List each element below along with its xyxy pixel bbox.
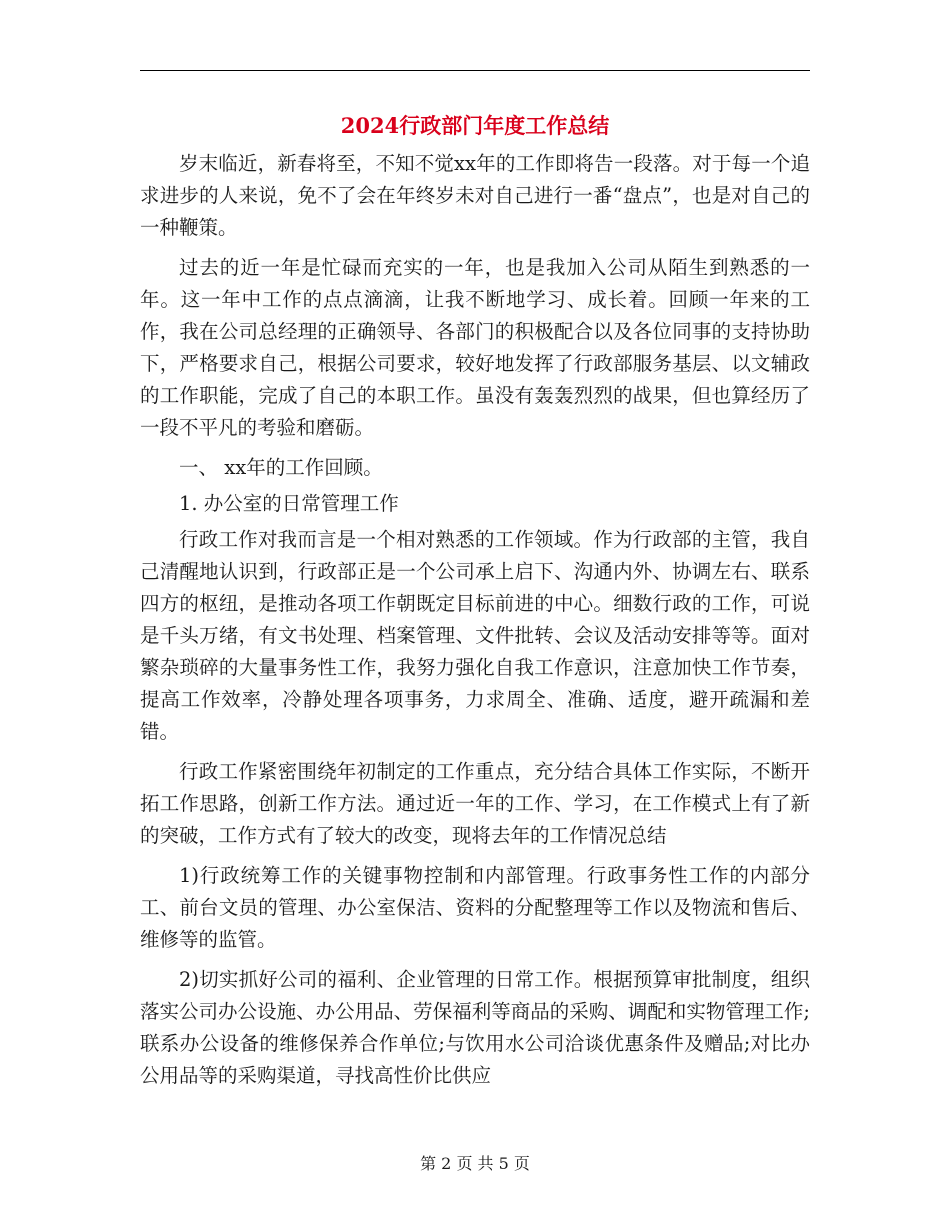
- page-number-footer: 第 2 页 共 5 页: [420, 1154, 530, 1173]
- subsection-heading-office: 1. 办公室的日常管理工作: [179, 492, 399, 515]
- section-heading-review: 一、 xx年的工作回顾。: [179, 456, 383, 479]
- document-title: 2024行政部门年度工作总结: [340, 113, 610, 138]
- paragraph-work-focus: 行政工作紧密围绕年初制定的工作重点，充分结合具体工作实际，不断开拓工作思路，创新工作方法。通过近一年的工作、学习，在工作模式上有了新的突破，工作方式有了较大的改变，现将去年的工作情况总结: [140, 760, 810, 847]
- document-body: [140, 148, 810, 1100]
- list-item-2: 2)切实抓好公司的福利、企业管理的日常工作。根据预算审批制度，组织落实公司办公设施、办公用品、劳保福利等商品的采购、调配和实物管理工作;联系办公设备的维修保养合作单位;与饮用水公司洽谈优惠条件及赠品;对比办公用品等的采购渠道，寻找高性价比供应: [140, 968, 810, 1087]
- header-rule: [140, 70, 810, 71]
- list-item-1: 1)行政统筹工作的关键事物控制和内部管理。行政事务性工作的内部分工、前台文员的管理、办公室保洁、资料的分配整理等工作以及物流和售后、维修等的监管。: [140, 864, 810, 951]
- paragraph-admin-work: 行政工作对我而言是一个相对熟悉的工作领域。作为行政部的主管，我自己清醒地认识到，行政部正是一个公司承上启下、沟通内外、协调左右、联系四方的枢纽，是推动各项工作朝既定目标前进的中心。细数行政的工作，可说是千头万绪，有文书处理、档案管理、文件批转、会议及活动安排等等。面对繁杂琐碎的大量事务性工作，我努力强化自我工作意识，注意加快工作节奏，提高工作效率，冷静处理各项事务，力求周全、准确、适度，避开疏漏和差错。: [140, 528, 810, 743]
- paragraph-overview: 过去的近一年是忙碌而充实的一年，也是我加入公司从陌生到熟悉的一年。这一年中工作的点点滴滴，让我不断地学习、成长着。回顾一年来的工作，我在公司总经理的正确领导、各部门的积极配合以及各位同事的支持协助下，严格要求自己，根据公司要求，较好地发挥了行政部服务基层、以文辅政的工作职能，完成了自己的本职工作。虽没有轰轰烈烈的战果，但也算经历了一段不平凡的考验和磨砺。: [140, 256, 810, 439]
- paragraph-intro: 岁末临近，新春将至，不知不觉xx年的工作即将告一段落。对于每一个追求进步的人来说，免不了会在年终岁未对自己进行一番“盘点”，也是对自己的一种鞭策。: [140, 152, 810, 239]
